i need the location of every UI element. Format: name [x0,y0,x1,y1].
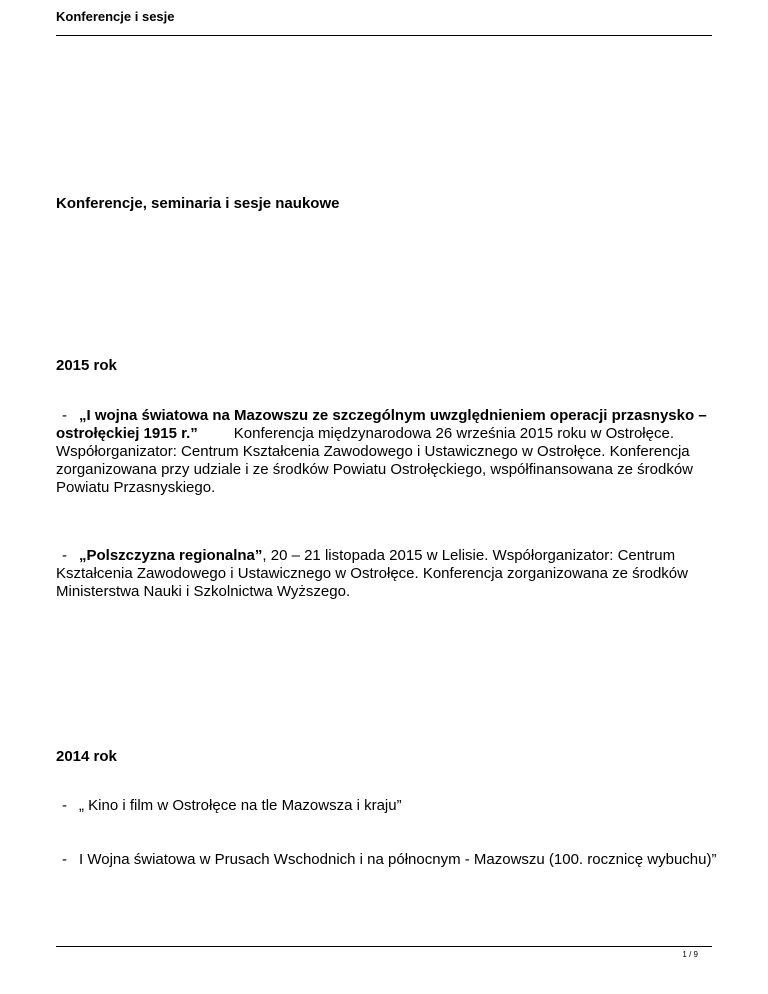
list-item [56,851,718,869]
list-dash: - [62,797,67,814]
entry-text: I Wojna światowa w Prusach Wschodnich i na północnym - Mazowszu (100. rocznicę wybuchu)” [79,851,717,868]
page-title: Konferencje, seminaria i sesje naukowe [56,195,340,212]
page-header [56,9,712,36]
entry-description: Konferencja międzynarodowa 26 września 2015 roku w Ostrołęce. Współorganizator: Centrum Kształcenia Zawodowego i Ustawicznego w Ostrołęce. Konferencja zorganizowana przy udziale i ze środków Powiatu Ostrołęckiego, współfinansowana ze środków Powiatu Przasnyskiego. [56,425,693,496]
entry-description: , 20 – 21 listopada 2015 w Lelisie. Współorganizator: Centrum Kształcenia Zawodowego i Ustawicznego w Ostrołęce. Konferencja zorganizowana ze środków Ministerstwa Nauki i Szkolnictwa Wyższego. [56,547,688,600]
list-dash: - [62,851,67,868]
year-heading-2015: 2015 rok [56,357,117,374]
header-title: Konferencje i sesje [56,9,175,24]
entry-text: „ Kino i film w Ostrołęce na tle Mazowsza i kraju” [79,797,402,814]
page-number: 1 / 9 [682,950,698,959]
list-dash: - [62,407,67,424]
entry-title: „Polszczyzna regionalna” [79,547,263,564]
entry-title: „I wojna światowa na Mazowszu ze szczególnym uwzględnieniem operacji przasnysko – ostrołęckiej 1915 r.” [56,407,707,442]
list-item [56,547,718,601]
page-footer [56,946,712,959]
list-dash: - [62,547,67,564]
year-heading-2014: 2014 rok [56,748,117,765]
list-item [56,407,718,497]
list-item [56,797,718,815]
